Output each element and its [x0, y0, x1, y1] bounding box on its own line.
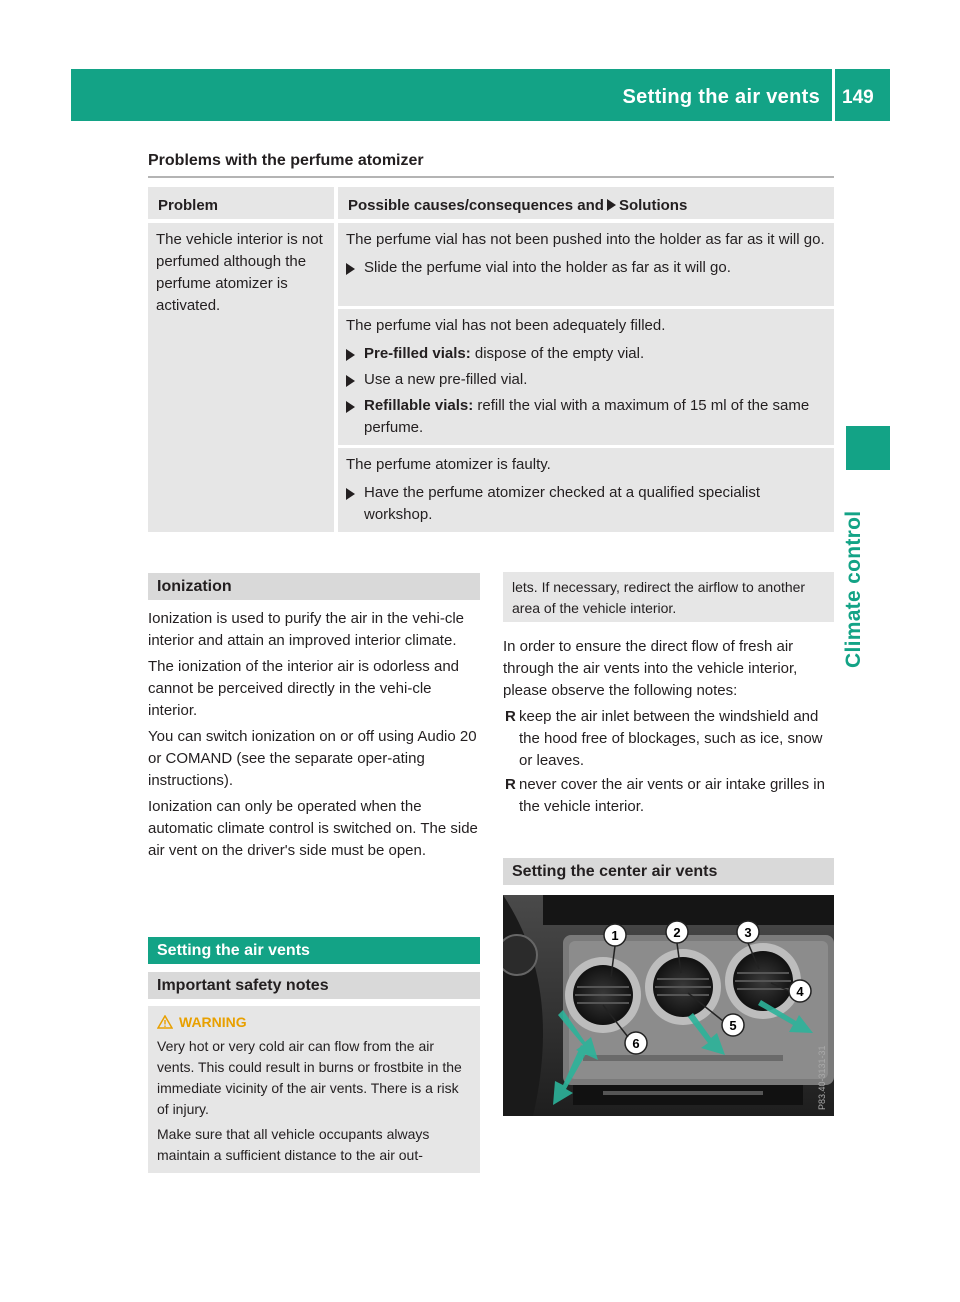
safety-heading: Important safety notes	[148, 972, 480, 999]
header-divider	[832, 69, 835, 121]
callout-2: 2	[673, 925, 681, 940]
vents-heading: Setting the air vents	[148, 937, 480, 964]
header-problem: Problem	[148, 187, 334, 219]
side-chapter-label: Climate control	[842, 510, 865, 668]
solution-row-3: The perfume atomizer is faulty. Have the perfume atomizer checked at a qualified specialist workshop.	[338, 448, 834, 532]
title-rule	[148, 176, 834, 178]
warning-box: WARNING Very hot or very cold air can flow from the air vents. This could result in burns or frostbite in the immediate vicinity of the air vents. There is a risk of injury. Make sure that all vehicle occupants always maintain a sufficient distance to the air out-	[148, 1006, 480, 1173]
callout-1: 1	[611, 928, 619, 943]
warning-triangle-icon	[157, 1015, 173, 1029]
header-bar	[71, 69, 890, 121]
callout-6: 6	[632, 1036, 640, 1051]
action-arrow-icon	[346, 349, 355, 361]
callout-3: 3	[744, 925, 752, 940]
center-vents-heading: Setting the center air vents	[503, 858, 834, 885]
solution-row-2: The perfume vial has not been adequately filled. Pre-filled vials: dispose of the empty vial. Use a new pre-filled vial. Refillable vials: refill the vial with a maximum of 15 ml of the same perfume.	[338, 309, 834, 445]
action-arrow-icon	[346, 375, 355, 387]
header-solutions: Possible causes/consequences and Solutions	[338, 187, 834, 219]
action-arrow-icon	[607, 199, 616, 211]
header-title: Setting the air vents	[622, 86, 820, 108]
warning-header: WARNING	[157, 1012, 472, 1033]
vents-illustration	[503, 895, 834, 1116]
list-item: R keep the air inlet between the windshield and the hood free of blockages, such as ice, snow or leaves.	[505, 708, 823, 769]
action-arrow-icon	[346, 401, 355, 413]
action-arrow-icon	[346, 488, 355, 500]
problem-cell: The vehicle interior is not perfumed although the perfume atomizer is activated.	[148, 223, 334, 532]
page-number: 149	[842, 87, 874, 108]
photo-code: P83.40-3131-31	[817, 1045, 827, 1110]
vents-notes: In order to ensure the direct flow of fresh air through the air vents into the vehicle interior, please observe the following notes: R keep the air inlet between the windshield and the hood free of blockages, such as ice, snow or leaves. R never cover the air vents or air intake grilles in the vehicle interior.	[503, 636, 836, 820]
callout-5: 5	[729, 1018, 737, 1033]
action-arrow-icon	[346, 263, 355, 275]
center-air-vents-photo	[503, 895, 834, 1116]
warning-box-continued: lets. If necessary, redirect the airflow to another area of the vehicle interior.	[503, 572, 834, 622]
callout-4: 4	[796, 984, 804, 999]
list-item: R never cover the air vents or air intake grilles in the vehicle interior.	[505, 776, 825, 815]
ionization-body: Ionization is used to purify the air in the vehi-cle interior and attain an improved interior climate. The ionization of the interior air is odorless and cannot be perceived directly in the vehi-cle interior. You can switch ionization on or off using Audio 20 or COMAND (see the separate oper-ating instructions). Ionization can only be operated when the automatic climate control is switched on. The side air vent on the driver's side must be open.	[148, 610, 478, 859]
problems-title: Problems with the perfume atomizer	[148, 152, 424, 169]
ionization-heading: Ionization	[148, 573, 480, 600]
solution-row-1: The perfume vial has not been pushed into the holder as far as it will go. Slide the perfume vial into the holder as far as it will go.	[338, 223, 834, 306]
